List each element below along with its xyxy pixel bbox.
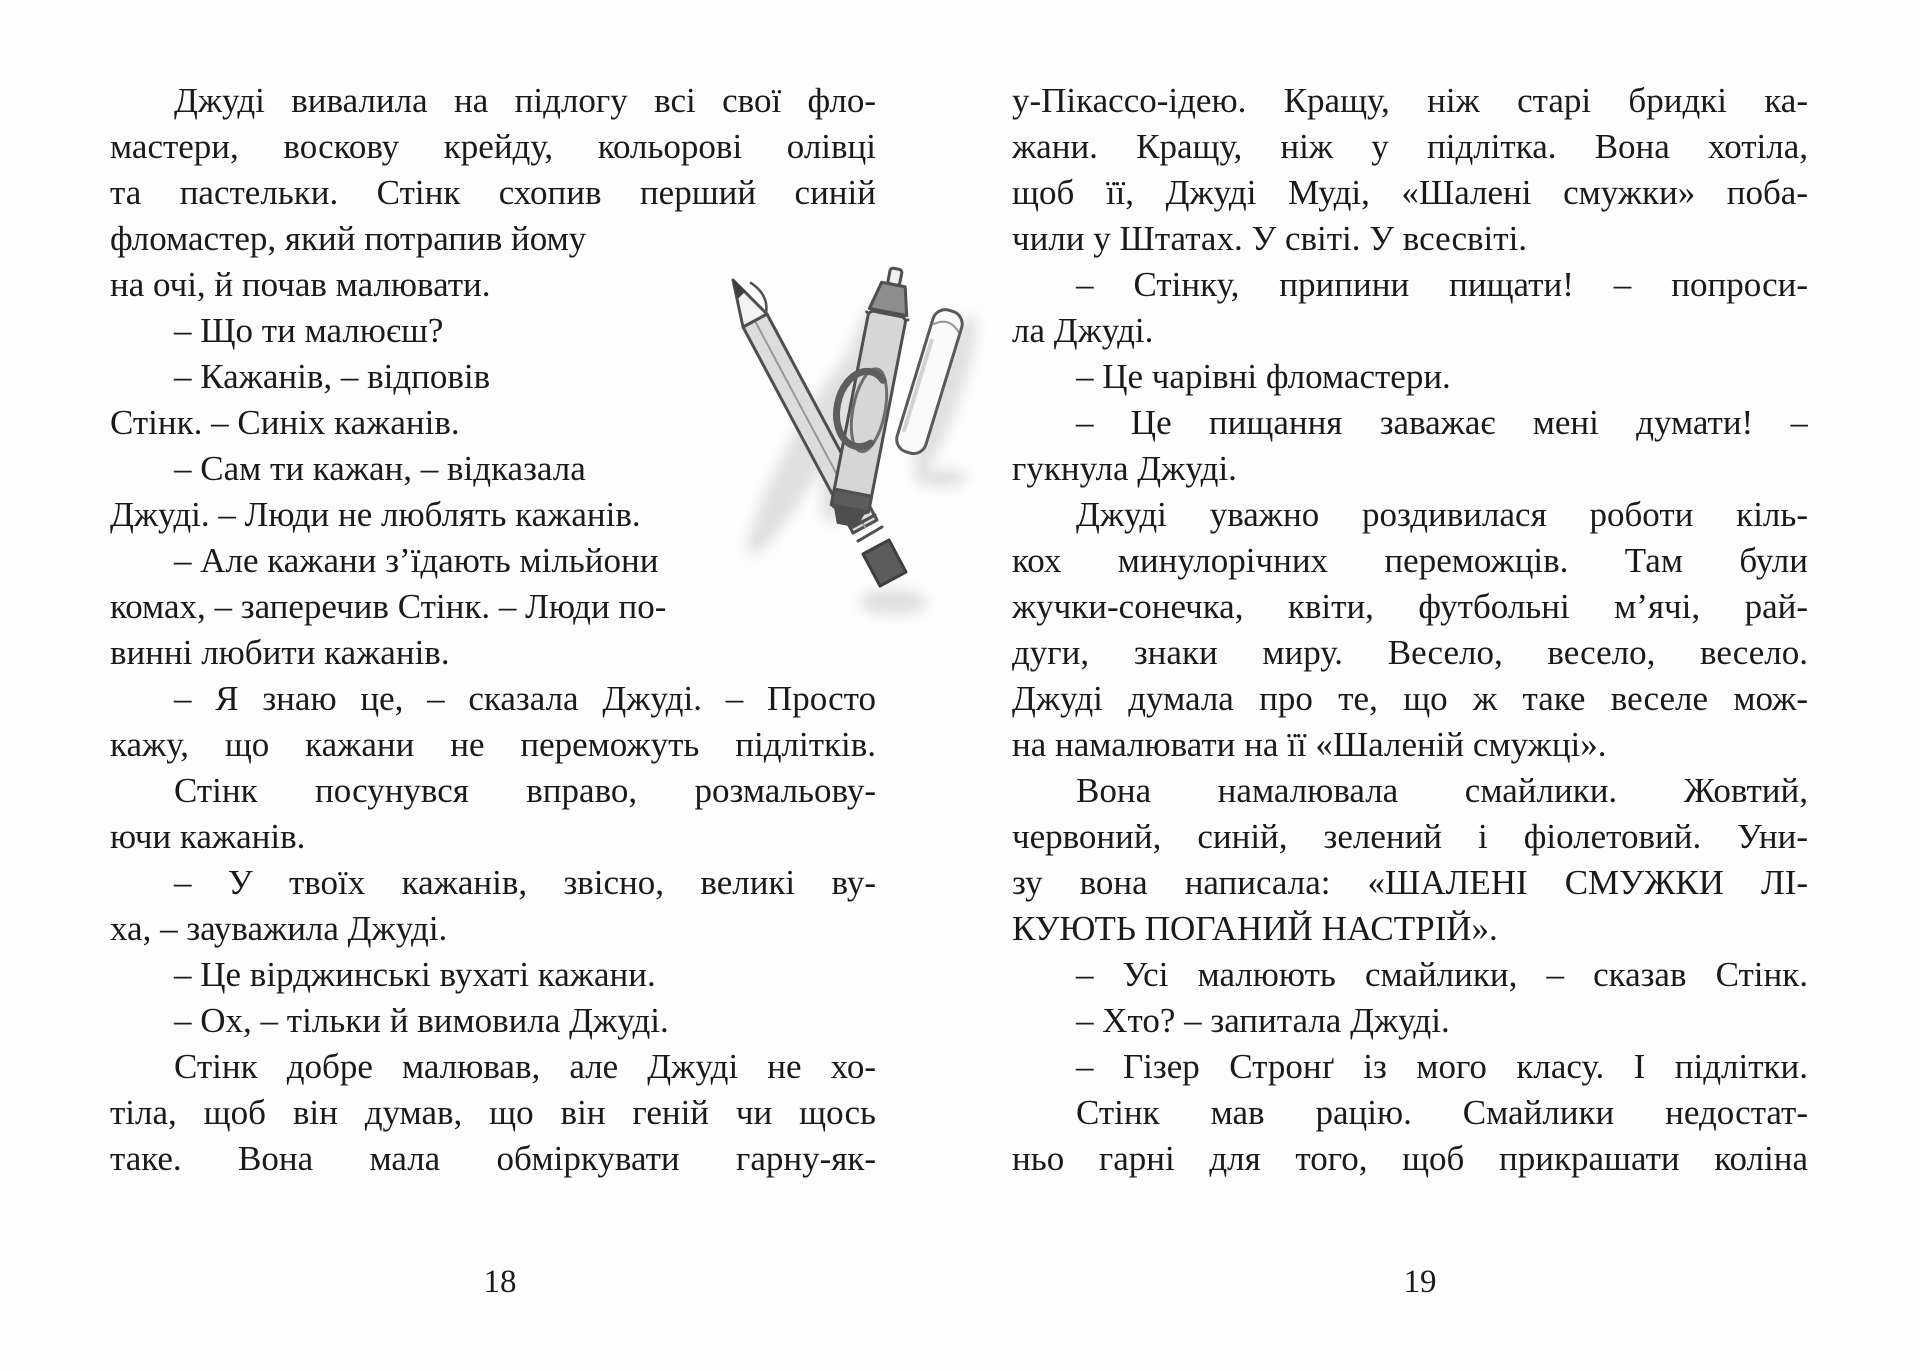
text-line: Стінк мав рацію. Смайлики недостат-	[1076, 1093, 1808, 1132]
text-line: – Це пищання заважає мені думати! –	[1076, 403, 1808, 442]
text-line: ла Джуді.	[1012, 311, 1154, 350]
text-line: чили у Штатах. У світі. У всесвіті.	[1012, 219, 1528, 258]
text-line: щоб її, Джуді Муді, «Шалені смужки» поба-	[1012, 173, 1808, 212]
text-line: Вона намалювала смайлики. Жовтий,	[1076, 771, 1808, 810]
text-line: зу вона написала: «ШАЛЕНІ СМУЖКИ ЛІ-	[1012, 863, 1808, 902]
text-line: – Я знаю це, – сказала Джуді. – Просто	[174, 679, 876, 718]
text-line: на очі, й почав малювати.	[110, 265, 491, 304]
page-number-19: 19	[1403, 1264, 1437, 1300]
text-line: – Стінку, припини пищати! – попроси-	[1076, 265, 1808, 304]
text-line: комах, – заперечив Стінк. – Люди по-	[110, 587, 667, 626]
text-line: жани. Кращу, ніж у підлітка. Вона хотіла,	[1012, 127, 1808, 166]
text-line: КУЮТЬ ПОГАНИЙ НАСТРІЙ».	[1012, 909, 1498, 948]
text-line: Стінк. – Синіх кажанів.	[110, 403, 460, 442]
text-line: – Що ти малюєш?	[174, 311, 444, 350]
page-number-18: 18	[483, 1264, 517, 1300]
text-line: ньо гарні для того, щоб прикрашати коліна	[1012, 1139, 1808, 1178]
text-line: Джуді вивалила на підлогу всі свої фло-	[174, 81, 876, 120]
text-line: ючи кажанів.	[110, 817, 306, 856]
text-line: жучки-сонечка, квіти, футбольні м’ячі, рай-	[1012, 587, 1808, 626]
text-line: гукнула Джуді.	[1012, 449, 1237, 488]
text-line: у-Пікассо-ідею. Кращу, ніж старі бридкі ка-	[1012, 81, 1808, 120]
text-line: тіла, щоб він думав, що він геній чи щось	[110, 1093, 876, 1132]
text-line: – Але кажани з’їдають мільйони	[174, 541, 659, 580]
text-line: – Це чарівні фломастери.	[1076, 357, 1451, 396]
page-19-text	[1012, 78, 1808, 1182]
text-line: мастери, воскову крейду, кольорові олівці	[110, 127, 876, 166]
text-line: червоний, синій, зелений і фіолетовий. Уни-	[1012, 817, 1808, 856]
text-line: Стінк посунувся вправо, розмальову-	[174, 771, 876, 810]
text-line: – Ох, – тільки й вимовила Джуді.	[174, 1001, 669, 1040]
text-line: – Кажанів, – відповів	[174, 357, 491, 396]
text-line: Стінк добре малював, але Джуді не хо-	[174, 1047, 876, 1086]
text-line: Джуді думала про те, що ж таке веселе мож-	[1012, 679, 1808, 718]
text-line: – Це вірджинські вухаті кажани.	[174, 955, 656, 994]
text-line: винні любити кажанів.	[110, 633, 450, 672]
text-line: – У твоїх кажанів, звісно, великі ву-	[174, 863, 876, 902]
text-line: кажу, що кажани не переможуть підлітків.	[110, 725, 876, 764]
text-line: – Сам ти кажан, – відказала	[174, 449, 586, 488]
text-line: фломастер, який потрапив йому	[110, 219, 587, 258]
text-line: Джуді. – Люди не люблять кажанів.	[110, 495, 641, 534]
text-line: на намалювати на її «Шаленій смужці».	[1012, 725, 1607, 764]
text-line: таке. Вона мала обміркувати гарну-як-	[110, 1139, 876, 1178]
text-line: та пастельки. Стінк схопив перший синій	[110, 173, 876, 212]
text-line: – Усі малюють смайлики, – сказав Стінк.	[1076, 955, 1808, 994]
text-line: ха, – зауважила Джуді.	[110, 909, 448, 948]
text-line: – Хто? – запитала Джуді.	[1076, 1001, 1450, 1040]
pencil-crayon-chalk-illustration	[693, 250, 993, 645]
text-line: кох минулорічних переможців. Там були	[1012, 541, 1808, 580]
text-line: – Гізер Стронґ із мого класу. І підлітки.	[1076, 1047, 1808, 1086]
text-line: дуги, знаки миру. Весело, весело, весело.	[1012, 633, 1808, 672]
text-line: Джуді уважно роздивилася роботи кіль-	[1076, 495, 1808, 534]
